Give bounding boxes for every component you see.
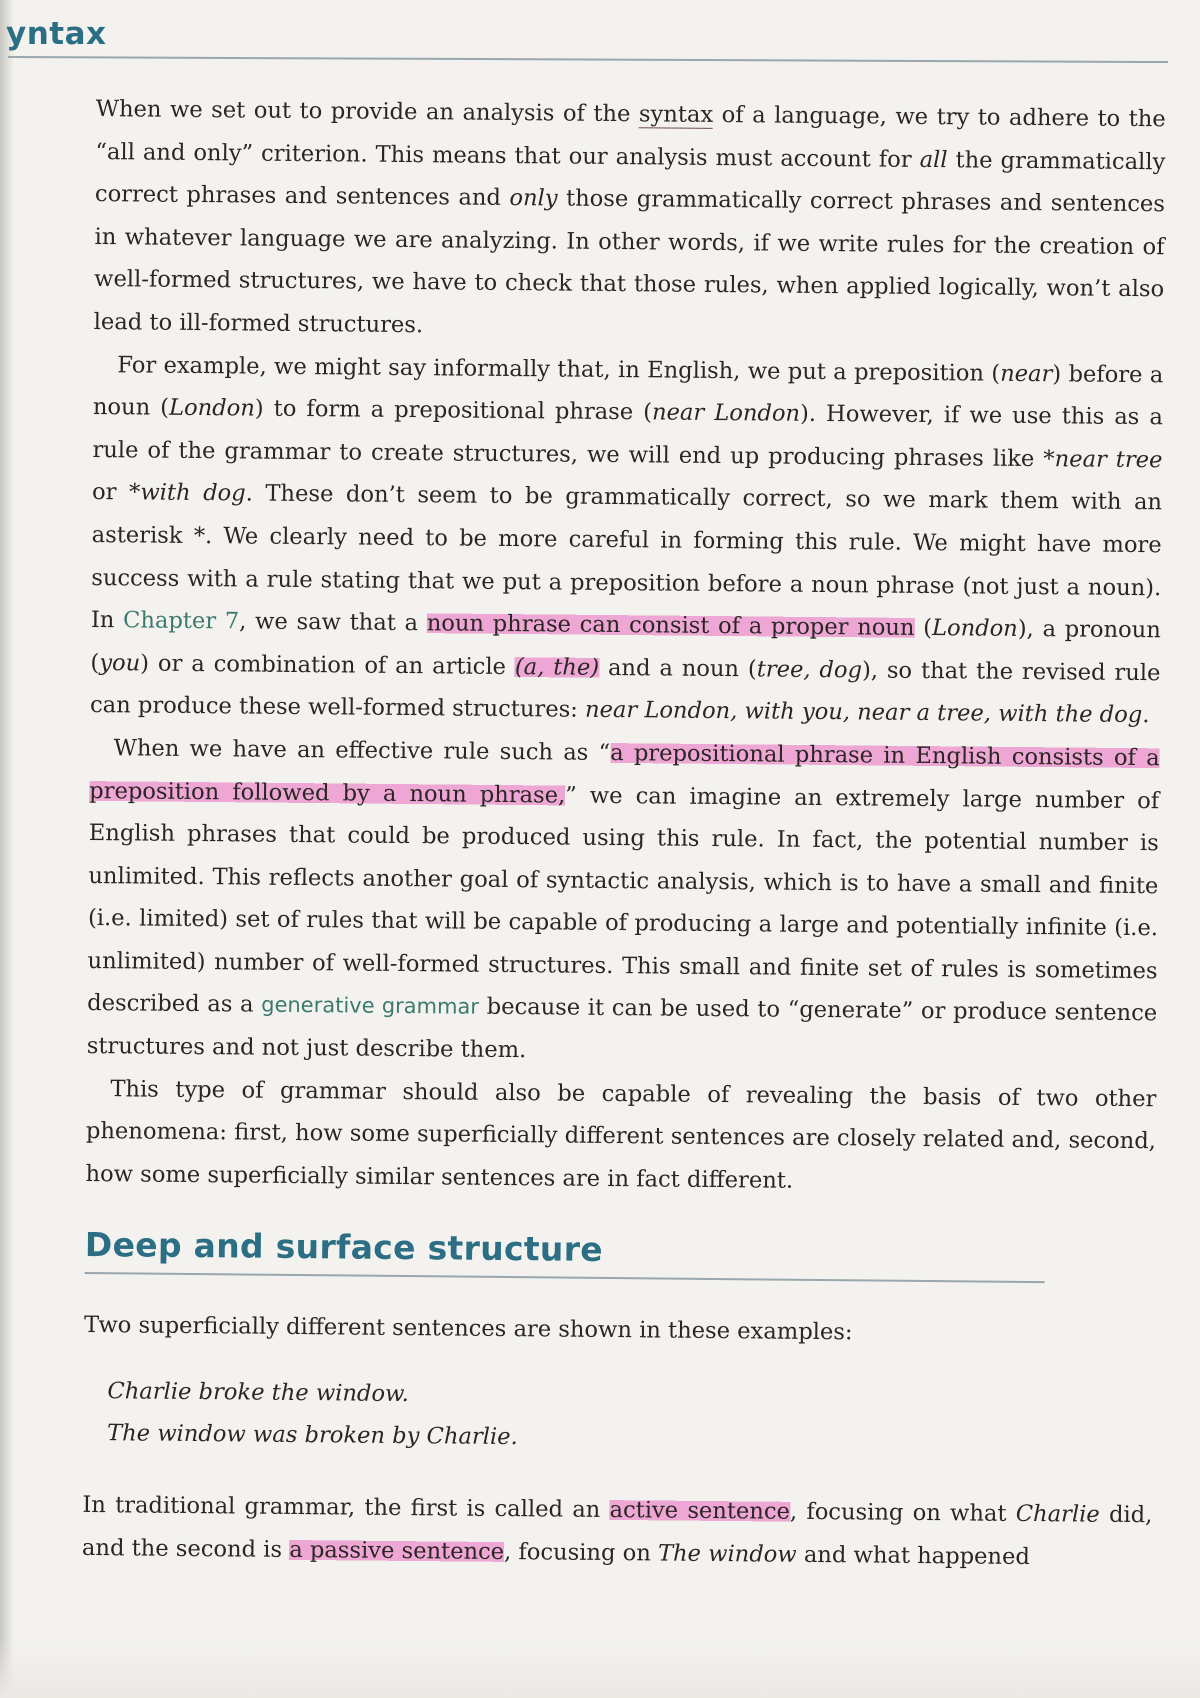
page-gutter-shadow: [0, 0, 14, 1698]
text-run: ” we can imagine an extremely large number of English phrases that could be produced using this rule. In fact, the potential number is unlimited. This reflects another goal of syntactic analysis, which is to have a small and finite (i.e. limited) set of rules that will be capable of producing a large and potentially infinite (i.e. unlimited) number of well-formed structures. This small and finite set of rules is sometimes described as a: [87, 782, 1160, 1019]
text-run: ). However, if we use this as a rule of the grammar to create structures, we will end up producing phrases like: [92, 400, 1163, 472]
italic-example: near London, with you, near a tree, with the dog: [584, 697, 1143, 729]
underlined-word-syntax: syntax: [638, 101, 714, 128]
italic-example: London: [168, 394, 255, 422]
highlight-noun-phrase: noun phrase can consist of a proper noun: [426, 610, 915, 642]
highlight-active-sentence: active sentence: [609, 1497, 791, 1526]
italic-example: *near tree: [1043, 445, 1163, 474]
paragraph-2: [90, 344, 1164, 738]
highlight-pp-rule: a prepositional phrase in English consists of a preposition followed by a noun phrase,: [89, 739, 1160, 809]
text-run: In traditional grammar, the first is called an: [82, 1492, 610, 1524]
text-run: When we set out to provide an analysis of the: [95, 95, 640, 128]
italic-example: *with dog: [128, 479, 246, 507]
italic-example: London: [931, 615, 1018, 642]
italic-example: tree, dog: [756, 656, 863, 684]
text-run: because it can be used to “generate” or produce sentence structures and not just describe them.: [86, 994, 1158, 1064]
text-run: and a noun (: [598, 654, 757, 683]
text-run: When we have an effective rule such as “: [113, 735, 611, 766]
text-run: ) to form a prepositional phrase (: [254, 395, 653, 426]
paragraph-1: [94, 88, 1166, 354]
paragraph-3: [87, 727, 1160, 1078]
italic-example: near: [1000, 360, 1053, 387]
example-active: Charlie broke the window.: [107, 1378, 410, 1408]
text-run: of a language, we try to adhere to the “all and only” criterion. This means that our analysis must account for: [95, 101, 1166, 173]
running-head: yntax: [6, 16, 107, 52]
example-sentences: [107, 1371, 1154, 1465]
bottom-shade: [0, 1638, 1200, 1698]
paragraph-4: [85, 1068, 1156, 1206]
text-run: . These don’t seem to be grammatically correct, so we mark them with an asterisk *. We clearly need to be more careful in forming this rule. We might have more success with a rule stating that we put a preposition before a noun phrase (not just a noun). In: [90, 480, 1163, 634]
text-run: or: [91, 479, 130, 506]
text-run: , focusing on: [503, 1539, 659, 1567]
text-run: This type of grammar should also be capable of revealing the basis of two other phenomena: first, how some superficially different sentences are closely related and, second, how some superficially similar sentences are in fact different.: [85, 1075, 1157, 1194]
text-run: those grammatically correct phrases and sentences in whatever language we are analyzing. In other words, if we write rules for the creation of well-formed structures, we have to check that those rules, when applied logically, won’t also lead to ill-formed structures.: [93, 185, 1166, 339]
italic-example: you: [99, 649, 141, 677]
text-run: and what happened: [796, 1541, 1031, 1571]
text-run: the grammatically correct phrases and sentences and: [94, 146, 1166, 212]
section-rule: [85, 1272, 1045, 1283]
chapter-7-link[interactable]: Chapter 7: [122, 607, 240, 635]
page-body: [82, 88, 1166, 1580]
highlight-passive-sentence: a passive sentence: [289, 1536, 505, 1566]
italic-the-window: The window: [657, 1540, 797, 1568]
italic-all: all: [919, 146, 948, 173]
example-passive: The window was broken by Charlie.: [106, 1420, 518, 1451]
section-lead: Two superficially different sentences are shown in these examples:: [83, 1312, 853, 1346]
text-run: ) or a combination of an article: [140, 650, 516, 680]
text-run: ), a pronoun (: [90, 615, 1161, 676]
text-run: , focusing on what: [789, 1499, 1016, 1528]
paragraph-final: [82, 1484, 1153, 1579]
key-term-generative-grammar: generative grammar: [261, 993, 480, 1020]
text-run: ) before a noun (: [92, 360, 1164, 421]
italic-example: near London: [651, 399, 801, 427]
text-run: For example, we might say informally that, in English, we put a preposition (: [117, 351, 1001, 387]
text-run: (: [914, 615, 933, 642]
text-run: did, and the second is: [81, 1502, 1153, 1563]
text-run: , we saw that a: [239, 608, 427, 637]
text-run: ), so that the revised rule can produce these well-formed structures:: [89, 657, 1161, 724]
text-run: .: [1142, 702, 1150, 729]
highlight-articles: (a, the): [514, 653, 600, 681]
header-rule: [8, 56, 1168, 63]
italic-charlie: Charlie: [1015, 1501, 1100, 1529]
italic-only: only: [509, 185, 558, 212]
section-heading: Deep and surface structure: [84, 1225, 604, 1270]
